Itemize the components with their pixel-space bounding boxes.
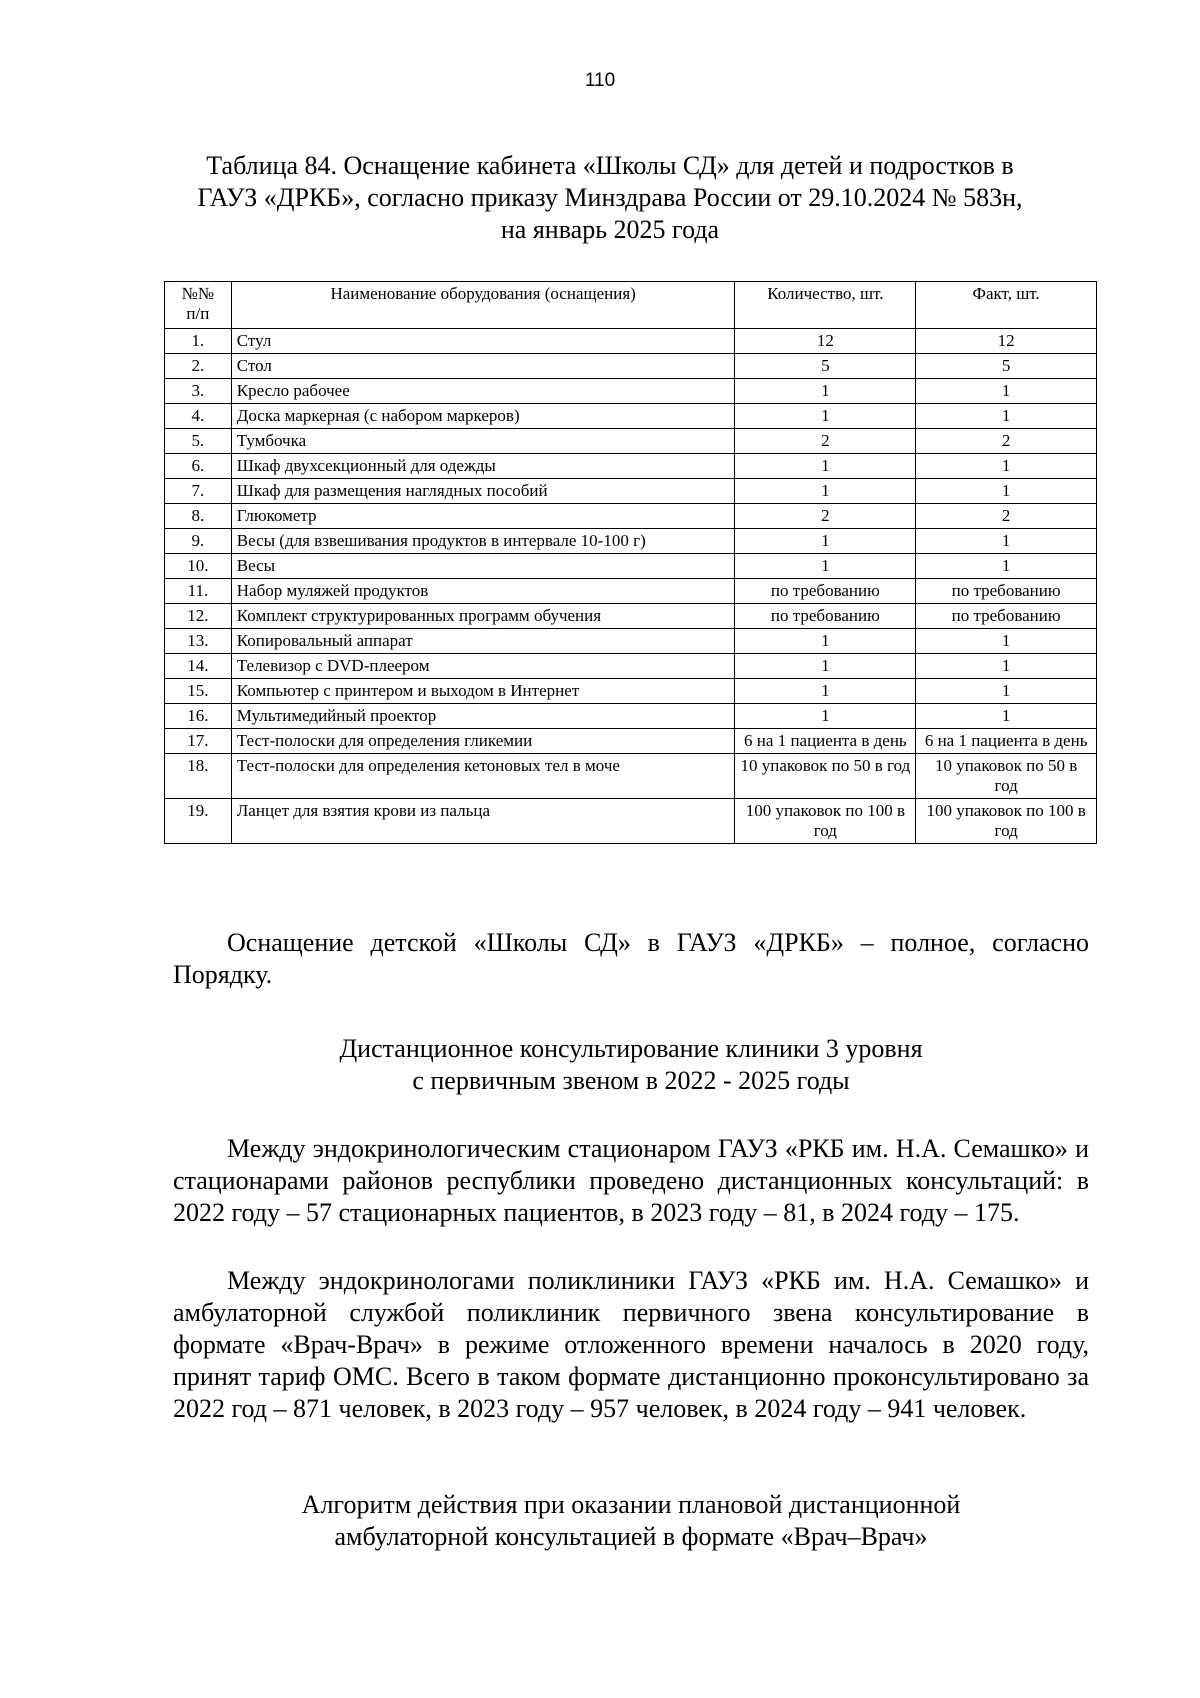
cell-equipment-name: Копировальный аппарат (231, 629, 735, 654)
header-fact: Факт, шт. (916, 282, 1097, 329)
cell-equipment-name: Стул (231, 329, 735, 354)
paragraph-equipment: Оснащение детской «Школы СД» в ГАУЗ «ДРКБ» – полное, согласно Порядку. (173, 928, 1089, 989)
cell-number: 18. (165, 754, 232, 799)
cell-quantity: 2 (735, 429, 916, 454)
cell-quantity: 1 (735, 554, 916, 579)
table-row (165, 729, 1097, 754)
table-body (165, 329, 1097, 844)
cell-fact: 10 упаковок по 50 в год (916, 754, 1097, 799)
cell-equipment-name: Компьютер с принтером и выходом в Интернет (231, 679, 735, 704)
cell-number: 14. (165, 654, 232, 679)
heading-line: с первичным звеном в 2022 - 2025 годы (412, 1066, 850, 1095)
cell-quantity: 5 (735, 354, 916, 379)
cell-number: 10. (165, 554, 232, 579)
cell-equipment-name: Тест-полоски для определения гликемии (231, 729, 735, 754)
table-row (165, 629, 1097, 654)
table-row (165, 554, 1097, 579)
cell-number: 3. (165, 379, 232, 404)
table-row (165, 704, 1097, 729)
paragraph-remote-1: Между эндокринологическим стационаром ГАУЗ «РКБ им. Н.А. Семашко» и стационарами районов республики проведено дистанционных консультаций: в 2022 году – 57 стационарных пациентов, в 2023 году – 81, в 2024 году – 175. (173, 1134, 1089, 1227)
table-row (165, 604, 1097, 629)
cell-equipment-name: Мультимедийный проектор (231, 704, 735, 729)
cell-quantity: 10 упаковок по 50 в год (735, 754, 916, 799)
table-row (165, 754, 1097, 799)
cell-quantity: 1 (735, 454, 916, 479)
cell-equipment-name: Доска маркерная (с набором маркеров) (231, 404, 735, 429)
table-row (165, 454, 1097, 479)
cell-quantity: 2 (735, 504, 916, 529)
heading-algorithm (173, 1489, 1089, 1553)
table-row (165, 379, 1097, 404)
cell-quantity: 100 упаковок по 100 в год (735, 799, 916, 844)
cell-quantity: 12 (735, 329, 916, 354)
cell-quantity: по требованию (735, 604, 916, 629)
cell-number: 19. (165, 799, 232, 844)
cell-number: 9. (165, 529, 232, 554)
table-row (165, 679, 1097, 704)
cell-quantity: 1 (735, 704, 916, 729)
cell-quantity: 6 на 1 пациента в день (735, 729, 916, 754)
cell-number: 2. (165, 354, 232, 379)
table-row (165, 504, 1097, 529)
cell-equipment-name: Кресло рабочее (231, 379, 735, 404)
cell-fact: 1 (916, 379, 1097, 404)
cell-fact: 1 (916, 454, 1097, 479)
cell-equipment-name: Шкаф двухсекционный для одежды (231, 454, 735, 479)
table-title (140, 150, 1080, 246)
table-row (165, 404, 1097, 429)
table-header-row (165, 282, 1097, 329)
cell-quantity: 1 (735, 404, 916, 429)
cell-quantity: 1 (735, 679, 916, 704)
table-row (165, 579, 1097, 604)
cell-fact: 12 (916, 329, 1097, 354)
cell-quantity: 1 (735, 379, 916, 404)
table-title-line: на январь 2025 года (500, 215, 720, 244)
cell-equipment-name: Комплект структурированных программ обучения (231, 604, 735, 629)
cell-fact: 2 (916, 429, 1097, 454)
cell-equipment-name: Тумбочка (231, 429, 735, 454)
cell-equipment-name: Тест-полоски для определения кетоновых тел в моче (231, 754, 735, 799)
cell-equipment-name: Набор муляжей продуктов (231, 579, 735, 604)
cell-number: 5. (165, 429, 232, 454)
table-row (165, 479, 1097, 504)
heading-line: Дистанционное консультирование клиники 3 уровня (339, 1034, 923, 1063)
cell-fact: 1 (916, 529, 1097, 554)
table-row (165, 429, 1097, 454)
cell-number: 8. (165, 504, 232, 529)
cell-number: 15. (165, 679, 232, 704)
cell-fact: 1 (916, 404, 1097, 429)
cell-quantity: по требованию (735, 579, 916, 604)
cell-quantity: 1 (735, 529, 916, 554)
cell-equipment-name: Глюкометр (231, 504, 735, 529)
cell-fact: 1 (916, 479, 1097, 504)
cell-quantity: 1 (735, 629, 916, 654)
cell-equipment-name: Телевизор с DVD-плеером (231, 654, 735, 679)
cell-fact: по требованию (916, 579, 1097, 604)
heading-line: Алгоритм действия при оказании плановой дистанционной (301, 1490, 961, 1519)
header-quantity: Количество, шт. (735, 282, 916, 329)
table-row (165, 799, 1097, 844)
header-number: №№ п/п (165, 282, 232, 329)
cell-quantity: 1 (735, 654, 916, 679)
cell-equipment-name: Весы (для взвешивания продуктов в интервале 10-100 г) (231, 529, 735, 554)
cell-equipment-name: Стол (231, 354, 735, 379)
cell-number: 16. (165, 704, 232, 729)
cell-quantity: 1 (735, 479, 916, 504)
cell-number: 17. (165, 729, 232, 754)
table-row (165, 329, 1097, 354)
cell-fact: 1 (916, 629, 1097, 654)
cell-number: 13. (165, 629, 232, 654)
cell-fact: 1 (916, 654, 1097, 679)
cell-number: 6. (165, 454, 232, 479)
table-row (165, 354, 1097, 379)
cell-number: 7. (165, 479, 232, 504)
cell-fact: 6 на 1 пациента в день (916, 729, 1097, 754)
table-title-line: Таблица 84. Оснащение кабинета «Школы СД» для детей и подростков в (206, 151, 1014, 180)
cell-number: 12. (165, 604, 232, 629)
heading-remote-consulting (173, 1033, 1089, 1097)
table-row (165, 654, 1097, 679)
header-equipment-name: Наименование оборудования (оснащения) (231, 282, 735, 329)
table-row (165, 529, 1097, 554)
page-number: 110 (584, 70, 616, 91)
cell-fact: 2 (916, 504, 1097, 529)
cell-number: 11. (165, 579, 232, 604)
cell-fact: по требованию (916, 604, 1097, 629)
cell-equipment-name: Ланцет для взятия крови из пальца (231, 799, 735, 844)
equipment-table (164, 281, 1097, 844)
cell-equipment-name: Весы (231, 554, 735, 579)
cell-number: 1. (165, 329, 232, 354)
cell-equipment-name: Шкаф для размещения наглядных пособий (231, 479, 735, 504)
cell-fact: 1 (916, 554, 1097, 579)
heading-line: амбулаторной консультацией в формате «Врач–Врач» (334, 1522, 928, 1551)
paragraph-remote-2: Между эндокринологами поликлиники ГАУЗ «РКБ им. Н.А. Семашко» и амбулаторной службой поликлиник первичного звена консультирование в формате «Врач-Врач» в режиме отложенного времени началось в 2020 году, принят тариф ОМС. Всего в таком формате дистанционно проконсультировано за 2022 год – 871 человек, в 2023 году – 957 человек, в 2024 году – 941 человек. (173, 1266, 1089, 1423)
cell-fact: 1 (916, 679, 1097, 704)
cell-number: 4. (165, 404, 232, 429)
cell-fact: 1 (916, 704, 1097, 729)
cell-fact: 5 (916, 354, 1097, 379)
cell-fact: 100 упаковок по 100 в год (916, 799, 1097, 844)
table-title-line: ГАУЗ «ДРКБ», согласно приказу Минздрава России от 29.10.2024 № 583н, (197, 183, 1023, 212)
